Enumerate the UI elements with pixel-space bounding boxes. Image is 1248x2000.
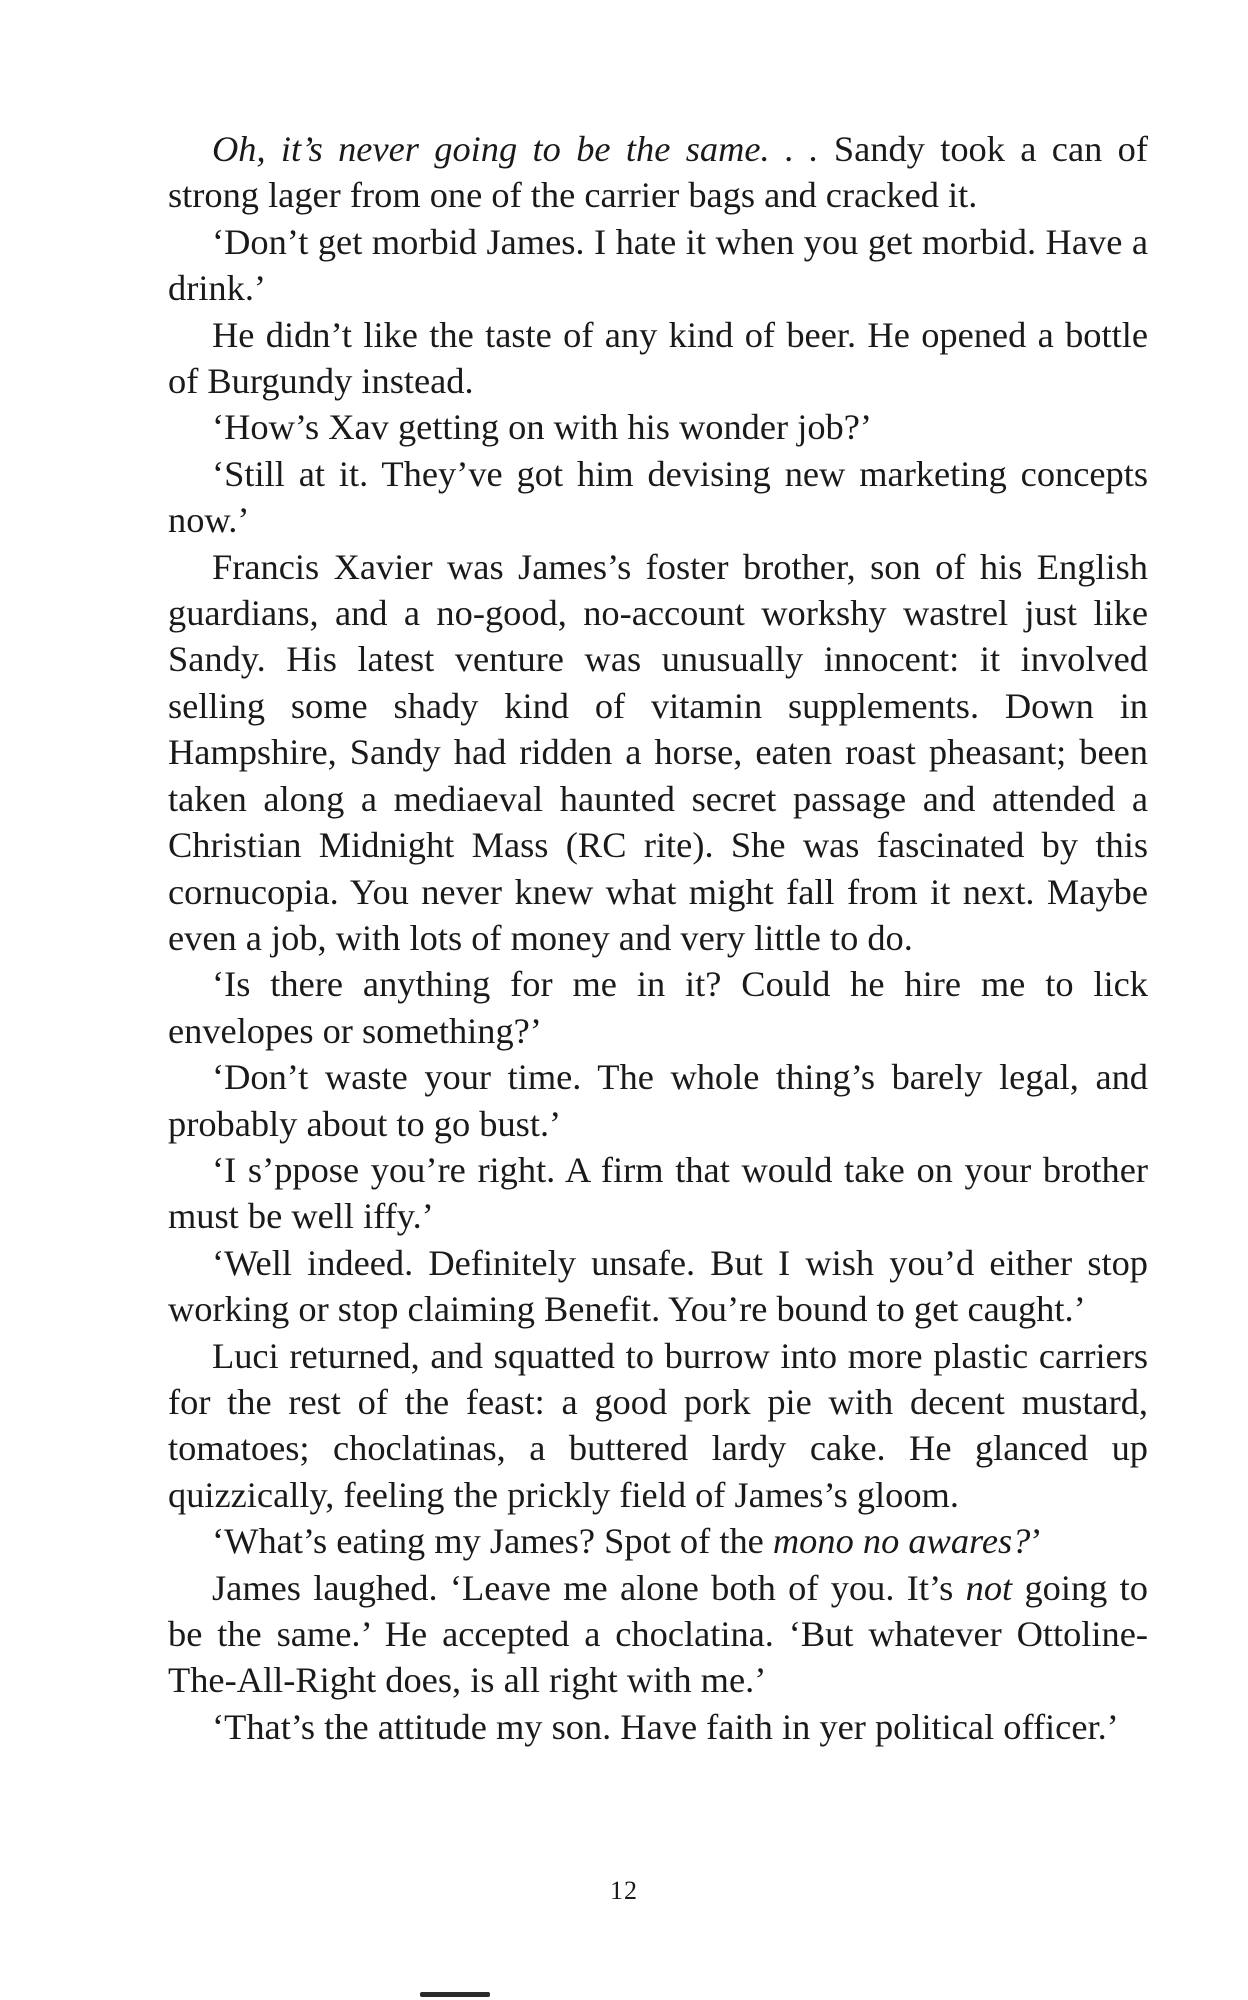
paragraph (168, 1518, 1148, 1564)
paragraph (168, 219, 1148, 312)
paragraph-segment: ‘Still at it. They’ve got him devising new marketing concepts now.’ (168, 453, 1148, 541)
paragraph (168, 1704, 1148, 1750)
page-number: 12 (610, 1876, 638, 1905)
paragraph-segment: ‘What’s eating my James? Spot of the (212, 1521, 773, 1562)
paragraph-segment: ‘Don’t waste your time. The whole thing’s barely legal, and probably about to go bust.’ (168, 1057, 1148, 1144)
paragraph (168, 961, 1148, 1054)
paragraph-segment: ‘Well indeed. Definitely unsafe. But I wish you’d either stop working or stop claiming Benefit. You’re bound to get caught.’ (168, 1242, 1148, 1330)
paragraph-segment: He didn’t like the taste of any kind of beer. He opened a bottle of Burgundy instead. (168, 314, 1148, 402)
paragraph-segment: ‘That’s the attitude my son. Have faith in yer political officer.’ (212, 1706, 1119, 1747)
paragraph-segment: Oh, it’s never going to be the same. . . (212, 129, 819, 169)
paragraph-segment: going to be the same.’ He accepted a choclatina. ‘But whatever Ottoline-The-All-Right does, is all right with me.’ (168, 1567, 1148, 1701)
paragraph-segment: ’ (1030, 1521, 1043, 1562)
paragraph-segment: James laughed. ‘Leave me alone both of you. It’s (212, 1567, 966, 1608)
paragraph (168, 1333, 1148, 1519)
paragraph-segment: Sandy took a can of strong lager from one of the carrier bags and cracked it. (168, 129, 1148, 216)
paragraph-segment: ‘How’s Xav getting on with his wonder job?’ (212, 407, 872, 448)
book-page-body (168, 126, 1148, 1750)
paragraph-segment: ‘Don’t get morbid James. I hate it when you get morbid. Have a drink.’ (168, 221, 1148, 309)
paragraph-segment: Luci returned, and squatted to burrow into more plastic carriers for the rest of the feast: a good pork pie with decent mustard, tomatoes; choclatinas, a buttered lardy cake. He glanced up quizzically, feeling the prickly field of James’s gloom. (168, 1335, 1148, 1515)
paragraph-segment: not (965, 1567, 1013, 1608)
paragraph-segment: Francis Xavier was James’s foster brother, son of his English guardians, and a no-good, no-account workshy wastrel just like Sandy. His latest venture was unusually innocent: it involved selling some shady kind of vitamin supplements. Down in Hampshire, Sandy had ridden a horse, eaten roast pheasant; been taken along a mediaeval haunted secret passage and attended a Christian Midnight Mass (RC rite). She was fascinated by this cornucopia. You never knew what might fall from it next. Maybe even a job, with lots of money and very little to do. (168, 546, 1148, 958)
paragraph-segment: ‘Is there anything for me in it? Could he hire me to lick envelopes or something?’ (168, 964, 1148, 1051)
paragraph (168, 1240, 1148, 1333)
paragraph (168, 451, 1148, 544)
paragraph-segment: ‘I s’ppose you’re right. A firm that would take on your brother must be well iffy.’ (168, 1149, 1148, 1237)
paragraph (168, 1147, 1148, 1240)
paragraph (168, 544, 1148, 962)
paragraph (168, 1565, 1148, 1704)
paragraph (168, 1054, 1148, 1147)
paragraph (168, 126, 1148, 219)
paragraph (168, 312, 1148, 405)
paragraph (168, 404, 1148, 450)
scan-edge-mark (420, 1992, 490, 1997)
paragraph-segment: mono no awares? (772, 1521, 1031, 1562)
